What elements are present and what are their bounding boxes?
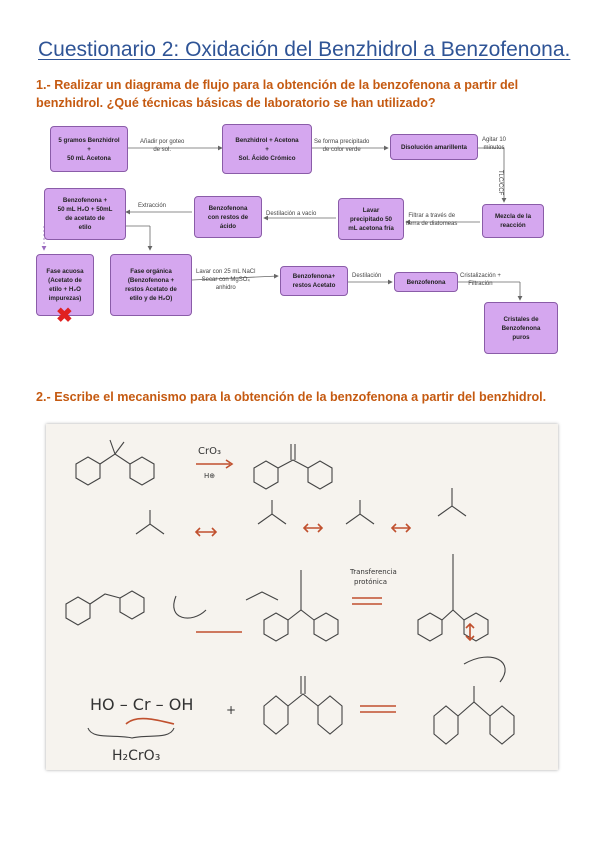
mechanism-photo bbox=[46, 424, 558, 770]
acid-formula-label: HO – Cr – OH bbox=[90, 695, 194, 714]
question-1: 1.- Realizar un diagrama de flujo para la obtención de la benzofenona a partir del benzhidrol. ¿Qué técnicas básicas de laboratorio se han utilizado? bbox=[36, 78, 519, 110]
label-precip: Se forma precipitado de color verde bbox=[314, 139, 370, 153]
label-crystal: Cristalización + Filtración bbox=[460, 273, 501, 287]
title-underlined: Cuestionario 2 bbox=[38, 38, 174, 61]
box-mix: Benzhidrol + Acetona + Sol. Ácido Crómico bbox=[222, 124, 312, 174]
title-rest: : Oxidación del Benzhidrol a Benzofenona. bbox=[173, 38, 571, 61]
transfer-label-2: protónica bbox=[354, 578, 387, 586]
label-rotavap: Destilación a vacío bbox=[266, 211, 317, 217]
box-benzo: Benzofenona bbox=[394, 272, 458, 292]
box-solution: Disolución amarillenta bbox=[390, 134, 478, 160]
question-2: 2.- Escribe el mecanismo para la obtención de la benzofenona a partir del benzhidrol. bbox=[36, 390, 547, 404]
label-stir: Agitar 10 minutos bbox=[482, 137, 507, 151]
box-reaction: Mezcla de la reacción bbox=[482, 204, 544, 238]
reagent-label: CrO₃ bbox=[198, 446, 221, 457]
svg-text:+: + bbox=[226, 703, 237, 717]
label-extraction: Extracción bbox=[138, 203, 167, 209]
box-extract: Benzofenona + 50 mL H₂O + 50mL de acetato de etilo bbox=[44, 188, 126, 240]
label-tlc: TLC/CCF bbox=[497, 170, 503, 196]
reagent-sub-label: H⊕ bbox=[204, 472, 216, 480]
cross-icon: ✖ bbox=[56, 305, 73, 327]
label-drip: Añadir por goteo de sol. bbox=[140, 139, 185, 153]
box-crystals: Cristales de Benzofenona puros bbox=[484, 302, 558, 354]
box-start: 5 gramos Benzhidrol + 50 mL Acetona bbox=[50, 126, 128, 172]
label-wash-nacl: Lavar con 25 mL NaCl Secar con MgSO₄ anhidro bbox=[196, 269, 256, 291]
box-residues: Benzofenona con restos de ácido bbox=[194, 196, 262, 238]
box-wash: Lavar precipitado 50 mL acetona fría bbox=[338, 198, 404, 240]
acid-name-label: H₂CrO₃ bbox=[112, 748, 161, 764]
label-distill: Destilación bbox=[352, 273, 382, 279]
label-filter: Filtrar a través de tierra de diatomeas bbox=[406, 213, 458, 227]
box-acetate: Benzofenona+ restos Acetato bbox=[280, 266, 348, 296]
mechanism-drawing bbox=[46, 424, 558, 770]
box-aqueous: Fase acuosa (Acetato de etilo + H₂O impurezas) bbox=[36, 254, 94, 316]
box-organic: Fase orgánica (Benzofenona + restos Acetato de etilo y de H₂O) bbox=[110, 254, 192, 316]
transfer-label-1: Transferencia bbox=[350, 568, 397, 576]
